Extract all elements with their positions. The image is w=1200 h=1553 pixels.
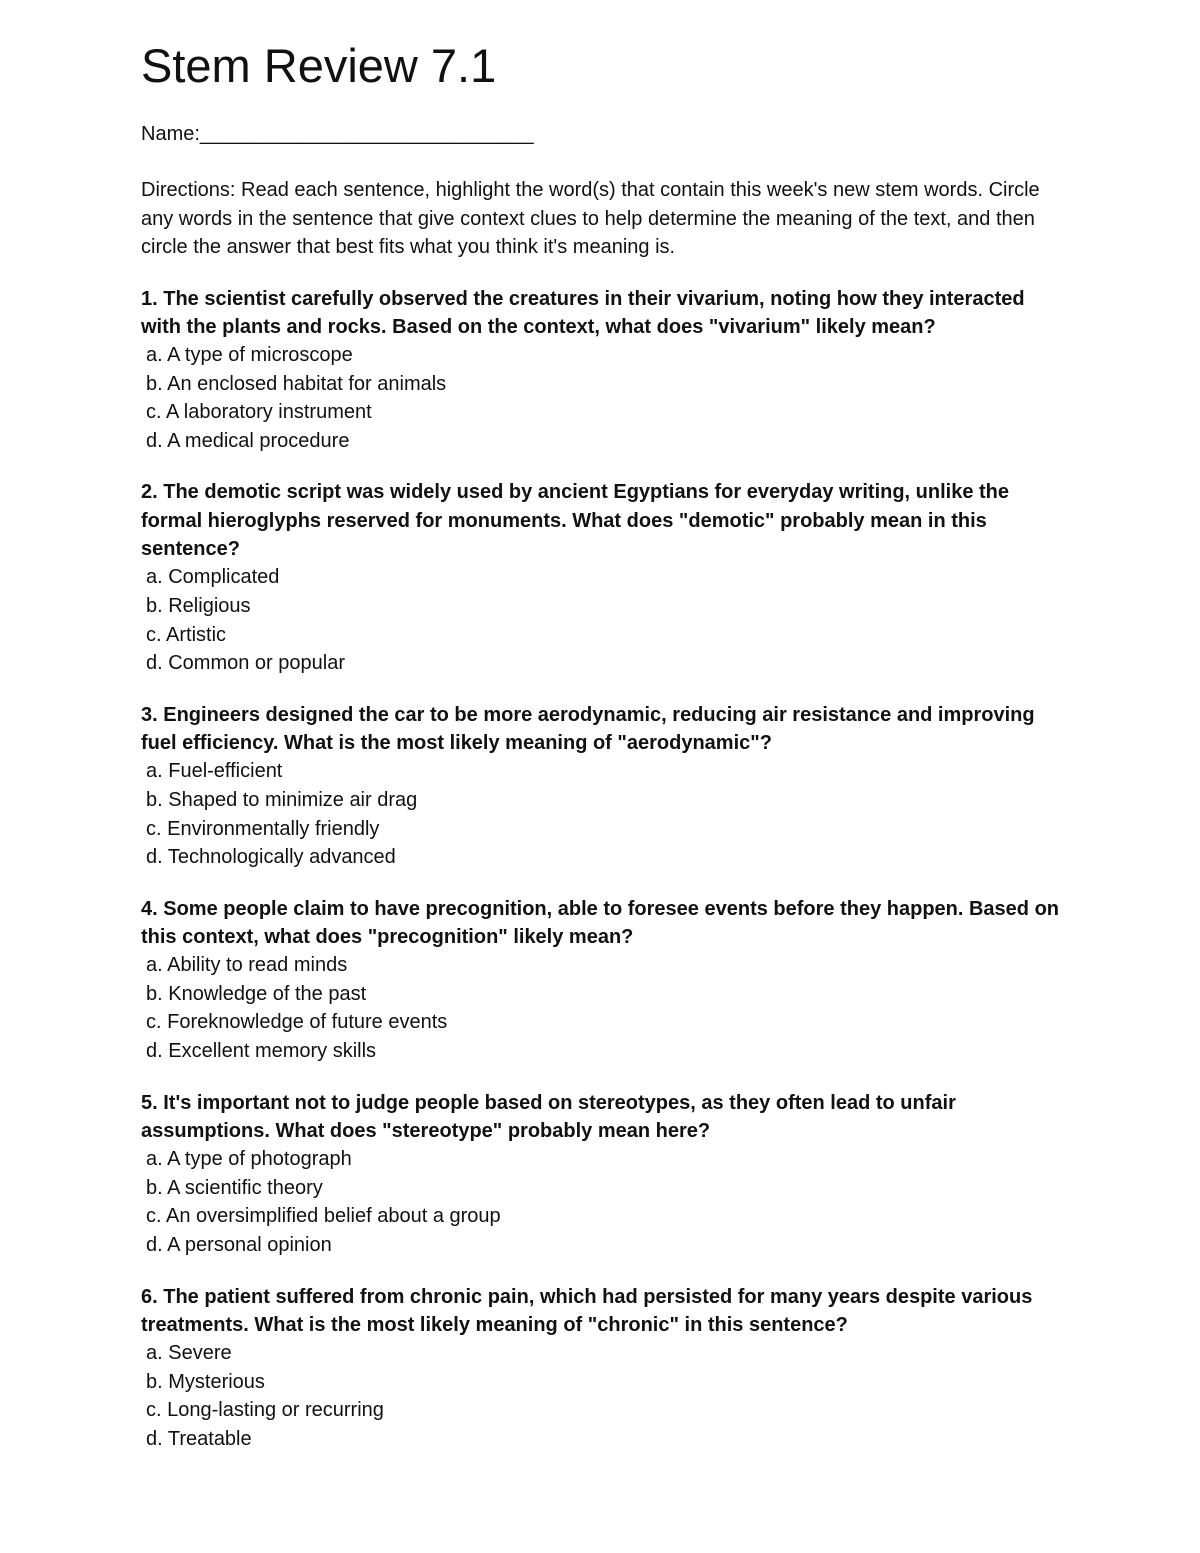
question-6 <box>141 1283 1066 1454</box>
question-text: 6. The patient suffered from chronic pain, which had persisted for many years despite various treatments. What is the most likely meaning of "chronic" in this sentence? <box>141 1285 1033 1336</box>
answer-options <box>141 563 1066 677</box>
worksheet-page <box>141 38 1066 1454</box>
option-b: b. Religious <box>146 594 251 617</box>
answer-options <box>141 1339 1066 1453</box>
option-d: d. Excellent memory skills <box>146 1040 377 1063</box>
question-text: 3. Engineers designed the car to be more aerodynamic, reducing air resistance and improving fuel efficiency. What is the most likely meaning of "aerodynamic"? <box>141 703 1035 755</box>
option-a: a. Severe <box>146 1342 232 1365</box>
option-c: c. A laboratory instrument <box>146 401 372 424</box>
name-field-line: Name:______________________________ <box>141 123 534 145</box>
question-text: 2. The demotic script was widely used by ancient Egyptians for everyday writing, unlike the formal hieroglyphs reserved for monuments. What does "demotic" probably mean in this sentence? <box>141 481 1010 561</box>
question-4 <box>141 895 1066 1066</box>
option-c: c. Environmentally friendly <box>146 817 380 840</box>
option-d: d. Common or popular <box>146 652 345 675</box>
option-b: b. Shaped to minimize air drag <box>146 788 418 811</box>
answer-options <box>141 757 1066 871</box>
option-c: c. Artistic <box>146 623 227 646</box>
option-a: a. A type of photograph <box>146 1148 352 1171</box>
page-title: Stem Review 7.1 <box>141 39 497 92</box>
question-text: 4. Some people claim to have precognition, able to foresee events before they happen. Based on this context, what does "precognition" likely mean? <box>141 897 1060 948</box>
question-text: 5. It's important not to judge people based on stereotypes, as they often lead to unfair assumptions. What does "stereotype" probably mean here? <box>141 1091 956 1142</box>
directions-text: Directions: Read each sentence, highlight the word(s) that contain this week's new stem words. Circle any words in the sentence that give context clues to help determine the meaning of the text, and then circle the answer that best fits what you think it's meaning is. <box>141 179 1040 258</box>
option-b: b. An enclosed habitat for animals <box>146 372 447 395</box>
option-a: a. Fuel-efficient <box>146 760 283 783</box>
answer-options <box>141 951 1066 1065</box>
question-2 <box>141 478 1066 677</box>
option-b: b. A scientific theory <box>146 1176 323 1199</box>
option-b: b. Mysterious <box>146 1370 265 1393</box>
option-a: a. Complicated <box>146 566 280 589</box>
option-d: d. Treatable <box>146 1428 252 1451</box>
answer-options <box>141 1145 1066 1259</box>
answer-options <box>141 341 1066 455</box>
option-d: d. A medical procedure <box>146 429 350 452</box>
option-c: c. An oversimplified belief about a group <box>146 1205 501 1228</box>
question-5 <box>141 1089 1066 1260</box>
option-c: c. Foreknowledge of future events <box>146 1011 448 1034</box>
question-1 <box>141 285 1066 456</box>
option-a: a. Ability to read minds <box>146 954 348 977</box>
option-b: b. Knowledge of the past <box>146 982 367 1005</box>
option-a: a. A type of microscope <box>146 344 353 367</box>
option-d: d. A personal opinion <box>146 1234 332 1257</box>
option-c: c. Long-lasting or recurring <box>146 1399 384 1422</box>
question-3 <box>141 701 1066 872</box>
question-text: 1. The scientist carefully observed the creatures in their vivarium, noting how they interacted with the plants and rocks. Based on the context, what does "vivarium" likely mean? <box>141 287 1025 338</box>
option-d: d. Technologically advanced <box>146 846 396 869</box>
